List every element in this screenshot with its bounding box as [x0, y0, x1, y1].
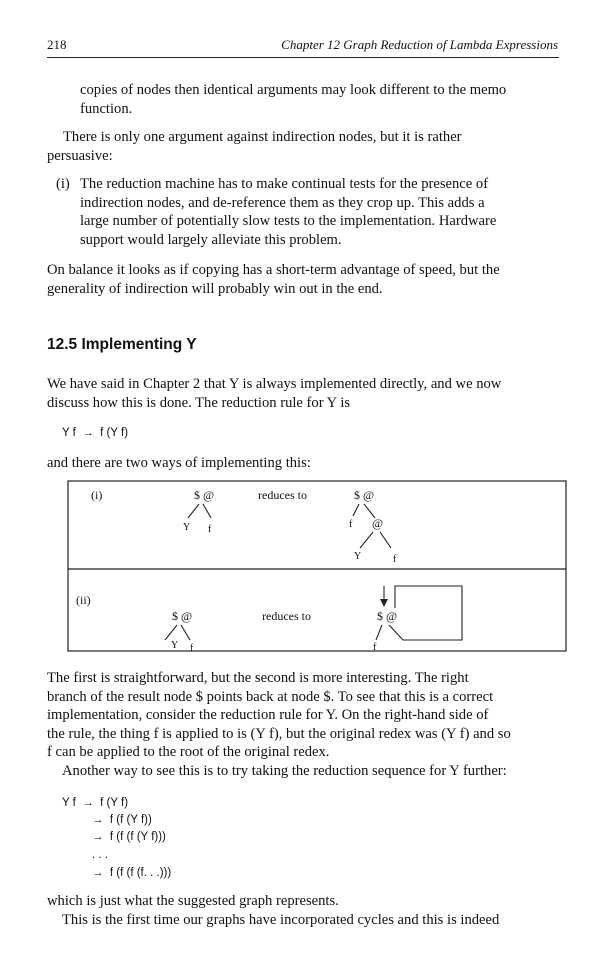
leaf-f: f	[349, 519, 353, 530]
page-number: 218	[47, 37, 67, 52]
app-node: @	[372, 516, 384, 530]
text-line: The reduction machine has to make continual tests for the presence of	[80, 176, 489, 192]
text-line: persuasive:	[47, 147, 113, 164]
edge	[353, 504, 359, 516]
root-node-left-i: $ @	[194, 488, 215, 502]
edge	[188, 504, 199, 518]
leaf-Y: Y	[171, 640, 179, 651]
text-line: discuss how this is done. The reduction rule for Y is	[47, 394, 351, 411]
implementation-figure	[67, 480, 567, 652]
running-title: Chapter 12 Graph Reduction of Lambda Expressions	[281, 37, 558, 52]
text-line: branch of the result node $ points back at node $. To see that this is a correct	[47, 688, 494, 705]
row-label-i: (i)	[91, 488, 103, 502]
figure-frame	[68, 481, 566, 651]
text-line: generality of indirection will probably win out in the end.	[47, 280, 383, 297]
edge	[181, 625, 190, 640]
text-line: We have said in Chapter 2 that Y is always implemented directly, and we now	[47, 376, 502, 392]
reduces-to-label-ii: reduces to	[262, 609, 311, 623]
paragraph-graph-represents: which is just what the suggested graph represents.	[47, 893, 339, 909]
text-line: copies of nodes then identical arguments may look different to the memo	[80, 82, 507, 98]
section-heading: 12.5 Implementing Y	[47, 336, 197, 353]
leaf-f: f	[393, 554, 397, 565]
list-item-i	[56, 175, 560, 249]
paragraph-indirection-argument	[47, 128, 559, 165]
edge	[165, 625, 177, 640]
text-line: function.	[80, 100, 133, 117]
text-line: indirection nodes, and de-reference them as they crop up. This adds a	[80, 194, 485, 211]
paragraph-balance	[47, 261, 561, 298]
paragraph-two-ways: and there are two ways of implementing this:	[47, 455, 311, 471]
root-node-right-i: $ @	[354, 488, 375, 502]
reduction-sequence-line: → f (f (Y f))	[92, 814, 152, 826]
edge	[380, 532, 391, 548]
row-label-ii: (ii)	[76, 593, 91, 607]
text-line: implementation, consider the reduction rule for Y. On the right-hand side of	[47, 707, 489, 724]
leaf-f: f	[373, 642, 377, 652]
reduction-sequence-line: → f (f (f (Y f)))	[92, 831, 166, 843]
text-line: large number of potentially slow tests to the implementation. Hardware	[80, 213, 497, 230]
reduction-sequence-line: → f (f (f (f. . .)))	[92, 867, 172, 879]
edge	[203, 504, 211, 518]
reduces-to-label-i: reduces to	[258, 488, 307, 502]
paragraph-cycles: This is the first time our graphs have incorporated cycles and this is indeed	[62, 912, 500, 928]
reduction-sequence-line: Y f → f (Y f)	[62, 797, 129, 809]
text-line: On balance it looks as if copying has a short-term advantage of speed, but the	[47, 262, 500, 278]
leaf-f: f	[190, 643, 194, 652]
text-line: f can be applied to the root of the original redex.	[47, 744, 330, 761]
leaf-Y: Y	[354, 551, 362, 562]
reduction-sequence-ellipsis: . . .	[92, 849, 108, 861]
edge	[360, 532, 373, 548]
text-line: support would largely alleviate this problem.	[80, 231, 342, 248]
text-line: The first is straightforward, but the second is more interesting. The right	[47, 670, 469, 686]
leaf-f: f	[208, 524, 212, 535]
arrowhead	[380, 599, 388, 607]
root-node-cyclic: $ @	[377, 609, 398, 623]
header-rule	[47, 57, 559, 58]
edge	[376, 625, 382, 640]
paragraph-continuation	[80, 81, 560, 118]
text-line: There is only one argument against indirection nodes, but it is rather	[63, 129, 462, 145]
paragraph-another-way: Another way to see this is to try taking the reduction sequence for Y further:	[62, 763, 507, 779]
text-line: the rule, the thing f is applied to is (Y f), but the original redex was (Y f) and so	[47, 725, 511, 742]
list-marker: (i)	[56, 176, 70, 192]
leaf-Y: Y	[183, 522, 191, 533]
paragraph-chapter2	[47, 375, 561, 412]
cycle-back-edge	[389, 586, 462, 640]
root-node-left-ii: $ @	[172, 609, 193, 623]
reduction-rule-y: Y f → f (Y f)	[62, 427, 129, 439]
paragraph-first-straightforward	[47, 669, 561, 762]
